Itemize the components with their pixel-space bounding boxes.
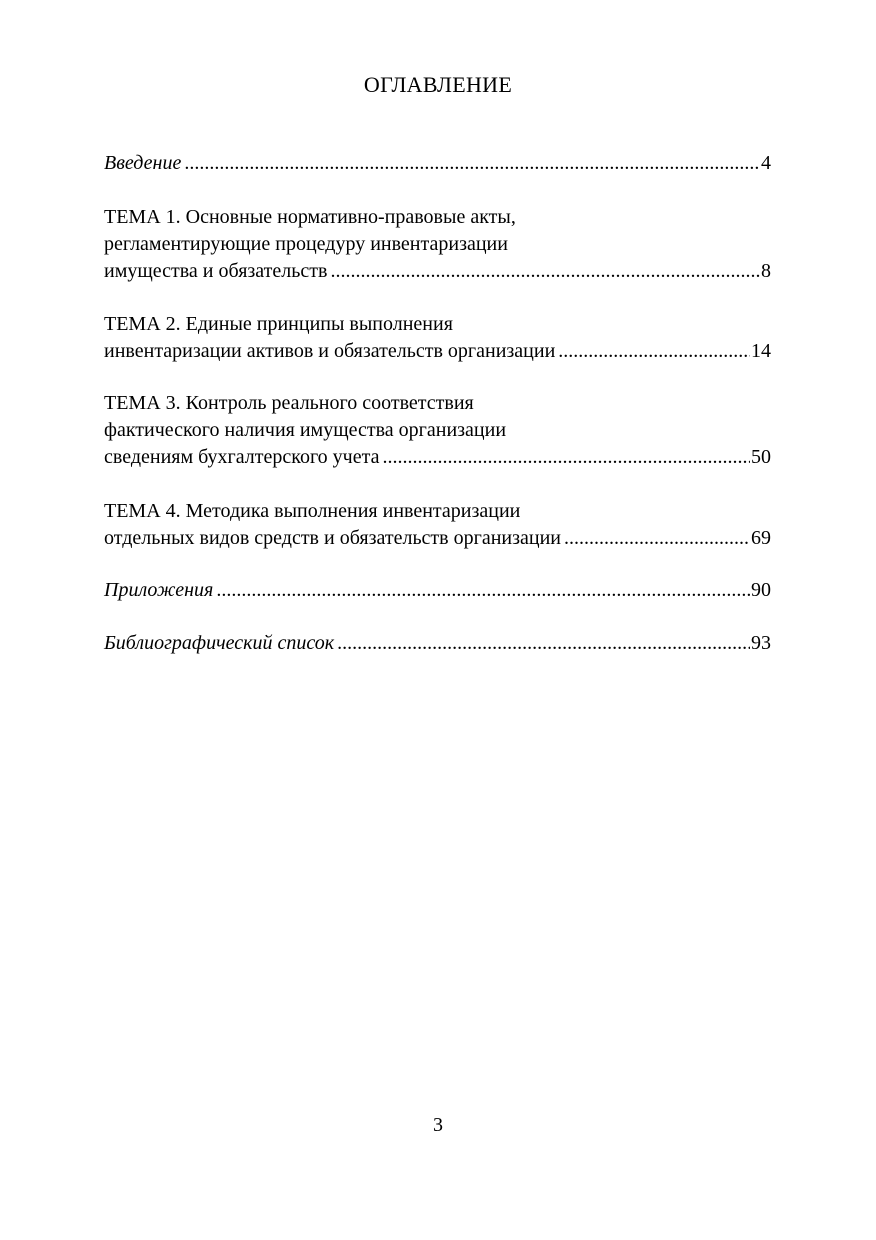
toc-entry-title: Приложения bbox=[104, 579, 214, 601]
toc-entry-title-line: имущества и обязательств bbox=[104, 260, 328, 282]
toc-entry-title: Библиографический список bbox=[104, 632, 335, 654]
toc-page-number: 93 bbox=[751, 632, 771, 654]
dot-leader bbox=[337, 630, 750, 657]
toc-page-number: 90 bbox=[751, 579, 771, 601]
toc-entry-title-line: ТЕМА 4. Методика выполнения инвентаризации bbox=[104, 500, 521, 522]
toc-entry-title-line: инвентаризации активов и обязательств организации bbox=[104, 340, 556, 362]
toc-entry-last-line bbox=[104, 338, 771, 365]
toc-page-number: 69 bbox=[751, 527, 771, 549]
page-title: ОГЛАВЛЕНИЕ bbox=[363, 72, 513, 97]
toc-entry-title-line: ТЕМА 3. Контроль реального соответствия bbox=[104, 392, 474, 414]
dot-leader bbox=[216, 577, 750, 604]
table-of-contents bbox=[104, 150, 771, 657]
dot-leader bbox=[382, 444, 750, 471]
dot-leader bbox=[330, 258, 760, 285]
toc-entry-title-line: регламентирующие процедуру инвентаризации bbox=[104, 233, 508, 255]
toc-entry-topic-2[interactable] bbox=[104, 311, 771, 365]
toc-entry-last-line bbox=[104, 444, 771, 471]
dot-leader bbox=[184, 150, 760, 177]
toc-entry-title-line: ТЕМА 2. Единые принципы выполнения bbox=[104, 313, 453, 335]
page-number: 3 bbox=[433, 1114, 443, 1136]
dot-leader bbox=[558, 338, 750, 365]
toc-entry-title-line: отдельных видов средств и обязательств организации bbox=[104, 527, 561, 549]
toc-entry-last-line bbox=[104, 258, 771, 285]
toc-entry-bibliography[interactable] bbox=[104, 630, 771, 657]
toc-entry-topic-1[interactable] bbox=[104, 204, 771, 285]
dot-leader bbox=[564, 525, 750, 552]
toc-entry-topic-4[interactable] bbox=[104, 498, 771, 552]
toc-page-number: 50 bbox=[751, 446, 771, 468]
toc-entry-last-line bbox=[104, 525, 771, 552]
toc-page-number: 8 bbox=[761, 260, 771, 282]
toc-page-number: 4 bbox=[761, 152, 771, 174]
toc-entry-title: Введение bbox=[104, 152, 182, 174]
toc-entry-title-line: фактического наличия имущества организации bbox=[104, 419, 507, 441]
toc-entry-last-line bbox=[104, 150, 771, 177]
toc-entry-title-line: сведениям бухгалтерского учета bbox=[104, 446, 380, 468]
toc-entry-intro[interactable] bbox=[104, 150, 771, 177]
toc-entry-title-line: ТЕМА 1. Основные нормативно-правовые акты, bbox=[104, 206, 516, 228]
toc-page-number: 14 bbox=[751, 340, 771, 362]
toc-entry-appendices[interactable] bbox=[104, 577, 771, 604]
toc-entry-topic-3[interactable] bbox=[104, 390, 771, 471]
toc-entry-last-line bbox=[104, 630, 771, 657]
toc-entry-last-line bbox=[104, 577, 771, 604]
